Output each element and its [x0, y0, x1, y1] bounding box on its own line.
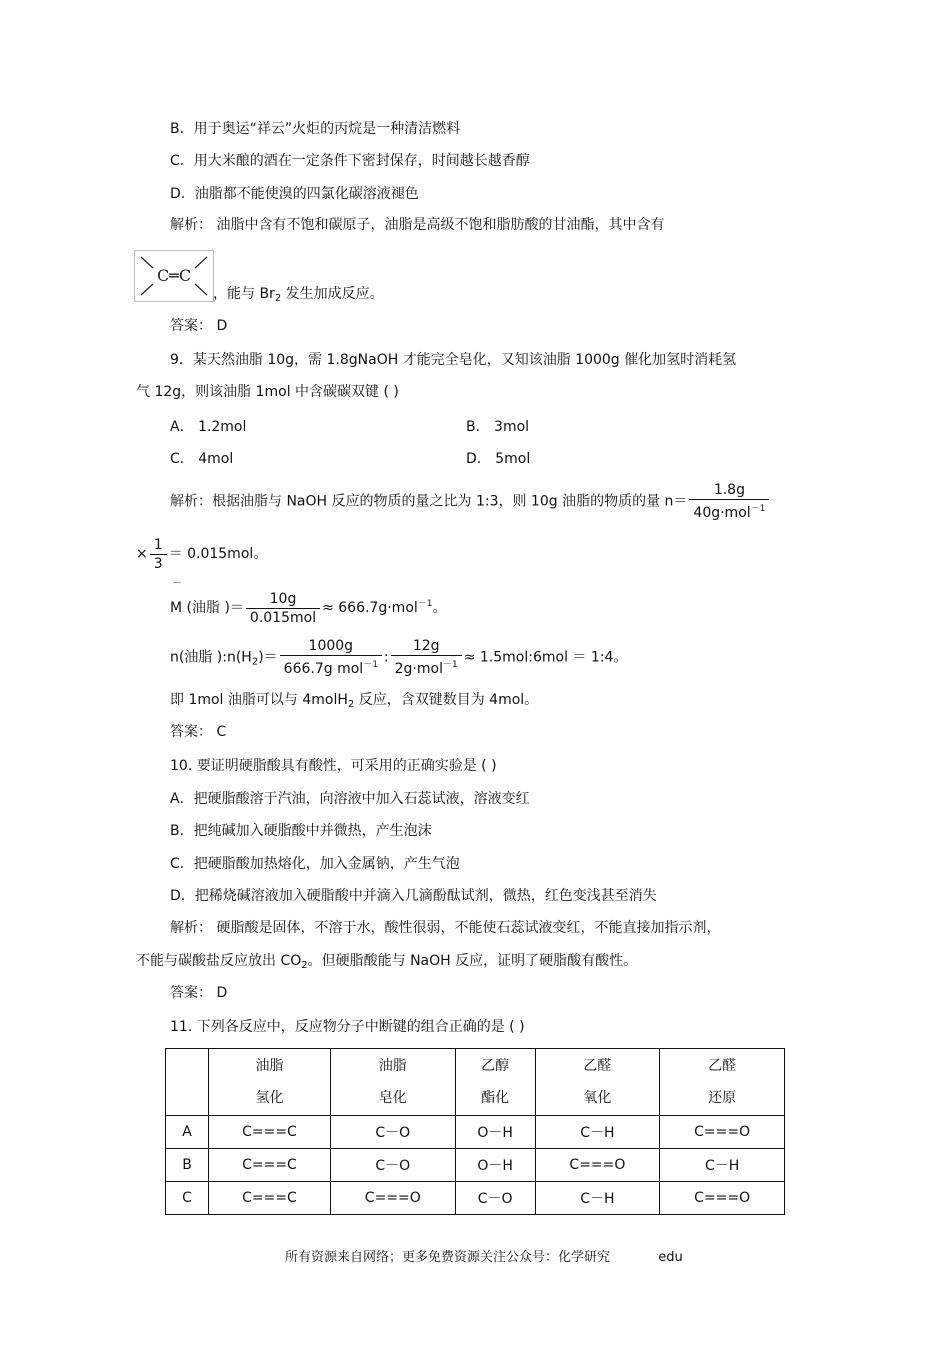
fraction-oil-moles: $\frac{1000g}{666.7g mol^{-1}}$: [280, 637, 382, 678]
q9-answer: 答案： C: [170, 724, 227, 740]
q10-analysis-line2: 不能与碳酸盐反应放出 $CO_2$。但硬脂酸能与 NaOH 反应，证明了硬脂酸有酸性。: [136, 953, 638, 971]
q10-option-c: C．把硬脂酸加热熔化，加入金属钠，产生气泡: [170, 856, 460, 872]
q10-option-d: D．把稀烧碱溶液加入硬脂酸中并滴入几滴酚酞试剂，微热，红色变浅甚至消失: [170, 888, 657, 904]
double-bond-label: C═C: [156, 266, 192, 285]
alkene-structure-image: [134, 250, 214, 302]
fraction-one-third: $\frac{1}{3}$: [150, 536, 167, 573]
q10-answer: 答案： D: [170, 985, 228, 1001]
q9-ratio-line: n(油脂 )$:n(H_2)=$ $\frac{1000g}{666.7g mol^{-1}}$ : $\frac{12g}{2g\cdot mol^{-1}}$ ≈ 1.5mol:6mol ＝ 1:4。: [170, 638, 628, 677]
table-header-cell: 乙醛 氧化: [535, 1049, 660, 1116]
prev-answer: 答案： D: [170, 318, 228, 334]
table-cell: C－O: [330, 1149, 455, 1182]
q10-option-a: A．把硬脂酸溶于汽油，向溶液中加入石蕊试液，溶液变红: [170, 791, 530, 807]
prev-option-c: C．用大米酿的酒在一定条件下密封保存，时间越长越香醇: [170, 153, 530, 169]
table-cell: C－H: [660, 1149, 785, 1182]
table-cell: C－H: [535, 1182, 660, 1215]
table-row: [166, 1149, 785, 1182]
q9-stem-line1: 9．某天然油脂 10g，需 1.8gNaOH 才能完全皂化，又知该油脂 1000g 催化加氢时消耗氢: [170, 352, 737, 368]
m-bar-symbol: －: [172, 578, 182, 589]
q9-option-b: B． 3mol: [466, 419, 530, 435]
table-cell: C===O: [535, 1149, 660, 1182]
table-cell: C－H: [535, 1116, 660, 1149]
table-cell: C===O: [660, 1182, 785, 1215]
q9-molar-mass-line: M (油脂 )＝ $\frac{10g}{\text{0.015mol}}$ ≈ 666.7g·mol$^{-1}$。: [170, 590, 447, 626]
fraction-naoh-moles: $\frac{1.8g}{40g\cdot mol^{-1}}$: [689, 481, 769, 522]
table-row: [166, 1182, 785, 1215]
table-row: [166, 1116, 785, 1149]
table-cell: O－H: [455, 1116, 535, 1149]
table-cell: C===C: [209, 1116, 331, 1149]
table-cell: C===C: [209, 1182, 331, 1215]
q10-option-b: B．把纯碱加入硬脂酸中并微热，产生泡沫: [170, 823, 432, 839]
prev-analysis: 解析： 油脂中含有不饱和碳原子，油脂是高级不饱和脂肪酸的甘油酯，其中含有: [170, 217, 665, 233]
table-cell: O－H: [455, 1149, 535, 1182]
table-header-cell: 油脂 氢化: [209, 1049, 331, 1116]
row-label: B: [166, 1149, 209, 1182]
footer-text: 所有资源来自网络；更多免费资源关注公众号：化学研究: [285, 1250, 611, 1265]
table-cell: C===O: [330, 1182, 455, 1215]
q10-analysis-line1: 解析： 硬脂酸是固体，不溶于水，酸性很弱，不能使石蕊试液变红，不能直接加指示剂，: [170, 920, 721, 936]
table-cell: C－O: [330, 1116, 455, 1149]
q9-calc-line1: × $\frac{1}{3}$ ＝ 0.015mol。: [136, 536, 268, 572]
q9-stem-line2: 气 12g，则该油脂 1mol 中含碳碳双键 ( ): [136, 384, 399, 400]
bond-breaking-table: [165, 1048, 785, 1215]
table-cell: C－O: [455, 1182, 535, 1215]
row-label: C: [166, 1182, 209, 1215]
q10-stem: 10. 要证明硬脂酸具有酸性，可采用的正确实验是 ( ): [170, 758, 497, 774]
prev-option-d: D．油脂都不能使溴的四氯化碳溶液褪色: [170, 186, 419, 202]
q9-option-a: A． 1.2mol: [170, 419, 247, 435]
table-cell: C===C: [209, 1149, 331, 1182]
table-header-row: [166, 1049, 785, 1116]
q9-conclusion: 即 1mol 油脂可以与 4molH$_2$ 反应，含双键数目为 4mol。: [170, 692, 539, 710]
table-header-cell: 油脂 皂化: [330, 1049, 455, 1116]
table-corner-cell: [166, 1049, 209, 1116]
q9-analysis-line: 解析：根据油脂与 NaOH 反应的物质的量之比为 1:3，则 10g 油脂的物质的量 n＝ $\frac{1.8g}{40g\cdot mol^{-1}}$: [170, 481, 771, 522]
fraction-h2-moles: $\frac{12g}{2g\cdot mol^{-1}}$: [391, 637, 462, 678]
q9-option-d: D． 5mol: [466, 451, 531, 467]
prev-analysis-2: ，能与 $Br_2$ 发生加成反应。: [213, 286, 384, 304]
double-bond-diagram: [135, 251, 213, 301]
q9-option-c: C． 4mol: [170, 451, 234, 467]
prev-option-b: B．用于奥运“祥云”火炬的丙烷是一种清洁燃料: [170, 121, 461, 137]
table-header-cell: 乙醛 还原: [660, 1049, 785, 1116]
fraction-molar-mass: $\frac{10g}{\text{0.015mol}}$: [246, 590, 320, 627]
q11-stem: 11. 下列各反应中，反应物分子中断键的组合正确的是 ( ): [170, 1019, 525, 1035]
table-header-cell: 乙醇 酯化: [455, 1049, 535, 1116]
page-footer: [285, 1248, 683, 1268]
table-cell: C===O: [660, 1116, 785, 1149]
row-label: A: [166, 1116, 209, 1149]
footer-suffix: edu: [658, 1250, 683, 1265]
